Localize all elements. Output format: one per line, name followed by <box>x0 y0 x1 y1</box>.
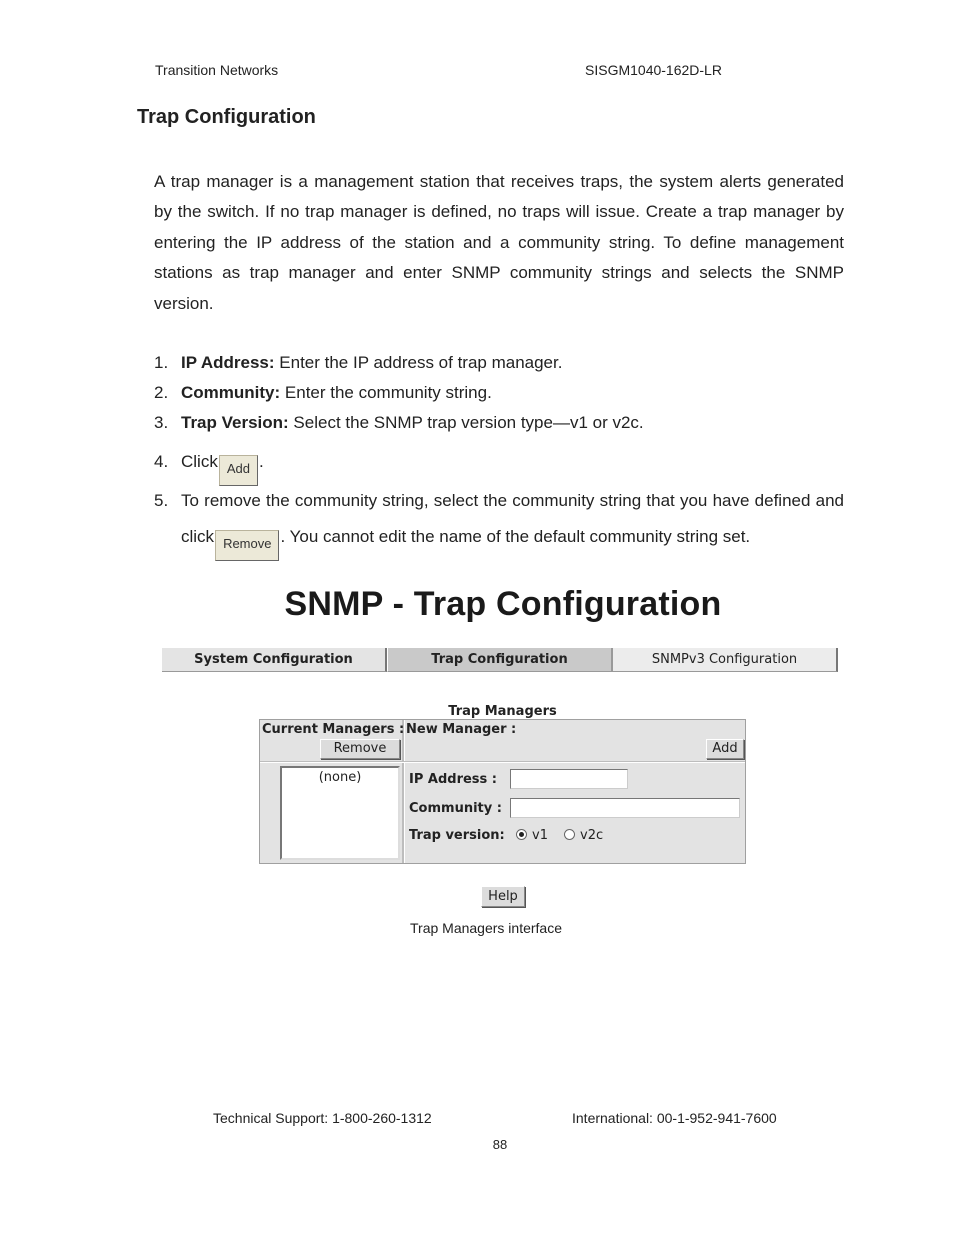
step-3 <box>154 409 844 445</box>
step-term: IP Address: <box>181 353 275 372</box>
community-input[interactable] <box>510 798 740 818</box>
snmp-page-title: SNMP - Trap Configuration <box>284 585 722 623</box>
header-company: Transition Networks <box>155 62 279 78</box>
step-1 <box>154 349 844 379</box>
trap-managers-panel <box>259 719 746 864</box>
step-number: 1. <box>154 353 169 372</box>
step-text: Select the SNMP trap version type—v1 or v2c. <box>288 413 644 432</box>
step-text-after: . You cannot edit the name of the default community string set. <box>280 527 751 546</box>
new-manager-label: New Manager : <box>406 722 517 737</box>
step-5 <box>154 483 844 561</box>
add-button[interactable]: Add <box>706 739 744 759</box>
figure-caption: Trap Managers interface <box>410 920 562 936</box>
ip-address-input[interactable] <box>510 769 628 789</box>
tab-snmpv3-configuration[interactable]: SNMPv3 Configuration <box>611 648 838 672</box>
current-managers-list[interactable] <box>280 766 400 860</box>
inline-remove-button: Remove <box>215 530 279 561</box>
footer-international: International: 00-1-952-941-7600 <box>572 1110 777 1126</box>
trap-version-v1-label: v1 <box>532 828 548 843</box>
step-number: 5. <box>154 491 169 510</box>
step-term: Trap Version: <box>181 413 289 432</box>
step-number: 4. <box>154 452 169 471</box>
steps-list <box>154 349 844 561</box>
step-term: Community: <box>181 383 281 402</box>
column-divider <box>402 720 405 863</box>
step-4 <box>154 445 844 483</box>
inline-add-button: Add <box>219 455 258 486</box>
intro-paragraph: A trap manager is a management station that receives traps, the system alerts generated by the switch. If no trap manager is defined, no traps will issue. Create a trap manager by entering the IP address of the station and a community string. To define management stations as trap manager and enter SNMP community strings and selects the SNMP version. <box>154 172 844 313</box>
trap-version-v2c-radio[interactable] <box>564 829 575 840</box>
remove-button[interactable]: Remove <box>320 739 400 759</box>
tab-trap-configuration[interactable]: Trap Configuration <box>387 648 611 672</box>
list-item[interactable]: (none) <box>318 770 362 785</box>
current-managers-label: Current Managers : <box>262 722 405 737</box>
trap-managers-caption: Trap Managers <box>448 704 557 719</box>
footer-support: Technical Support: 1-800-260-1312 <box>213 1110 432 1126</box>
step-text: Enter the IP address of trap manager. <box>274 353 563 372</box>
trap-version-label: Trap version: <box>409 828 505 843</box>
step-text: To remove the community string, select the community string that you have defined and click <box>181 491 844 546</box>
row-divider <box>260 761 745 763</box>
tab-system-configuration[interactable]: System Configuration <box>162 648 387 672</box>
trap-version-v2c-label: v2c <box>580 828 604 843</box>
step-text-after: . <box>258 452 264 471</box>
step-number: 3. <box>154 413 169 432</box>
step-text: Click <box>181 452 218 471</box>
section-title: Trap Configuration <box>137 106 316 128</box>
header-model: SISGM1040-162D-LR <box>585 62 722 78</box>
community-label: Community : <box>409 801 502 816</box>
step-number: 2. <box>154 383 169 402</box>
page-number: 88 <box>492 1137 508 1152</box>
step-2 <box>154 379 844 409</box>
ip-address-label: IP Address : <box>409 772 497 787</box>
tab-bar <box>162 648 838 672</box>
trap-version-v1-radio[interactable] <box>516 829 527 840</box>
help-button[interactable]: Help <box>481 886 525 907</box>
step-text: Enter the community string. <box>280 383 492 402</box>
